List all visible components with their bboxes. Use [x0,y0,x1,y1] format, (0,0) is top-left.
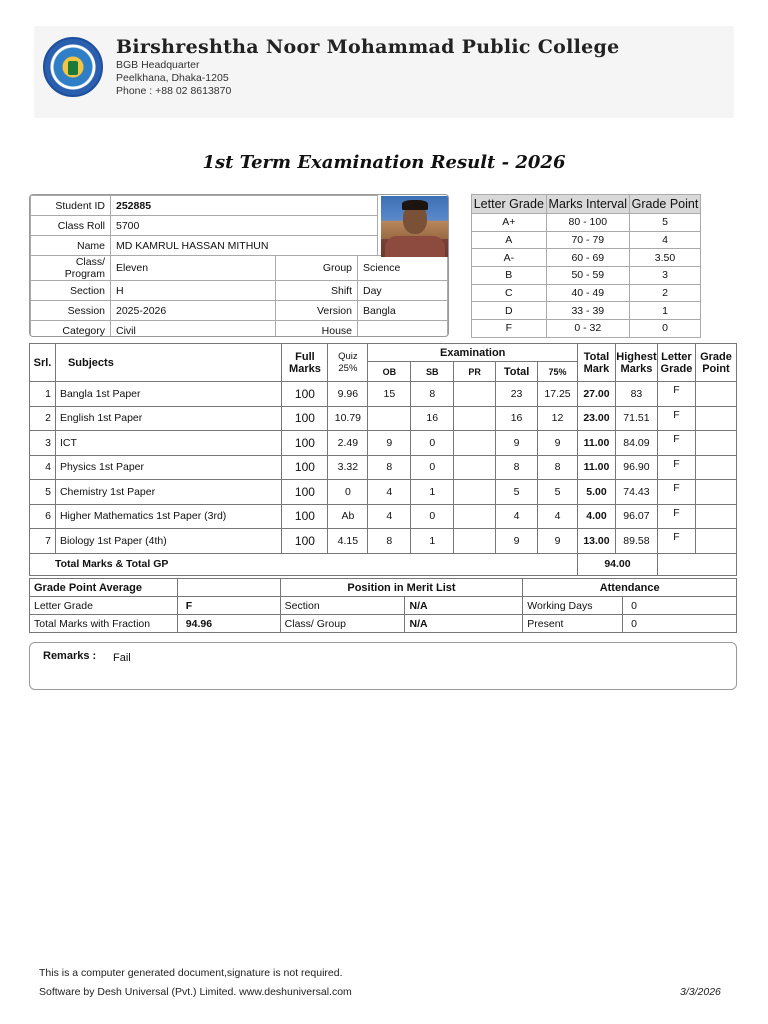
subject-cell: ICT [55,431,282,456]
total-mark-cell: 13.00 [578,529,616,554]
ob-cell: 15 [368,382,411,407]
ob-cell: 4 [368,480,411,505]
remarks-box [29,642,737,690]
highest-marks-cell: 84.09 [615,431,657,456]
fraction-value: 94.96 [177,615,280,633]
grade-point: 2 [629,284,700,302]
group-label: Group [276,256,358,281]
remarks-value: Fail [113,652,131,664]
srl-header: Srl. [30,344,56,382]
table-row [30,406,737,431]
section-label: Section [31,281,111,301]
pct75-cell: 9 [538,529,578,554]
working-days-label: Working Days [523,597,623,615]
present-label: Present [523,615,623,633]
subjects-header: Subjects [55,344,282,382]
full-marks-cell: 100 [282,529,328,554]
grade-scale-row [472,214,701,232]
working-days-value: 0 [623,597,737,615]
pct75-header: 75% [538,362,578,382]
ob-cell: 8 [368,455,411,480]
marks-table [29,343,737,576]
grade-scale-row [472,284,701,302]
grade-point-cell [695,431,736,456]
house [358,321,448,338]
class-roll: 5700 [111,216,378,236]
program: Eleven [111,256,276,281]
class-roll-label: Class Roll [31,216,111,236]
program-label: Class/ Program [31,256,111,281]
pr-cell [454,504,496,529]
grade-scale-header: Marks Interval [546,195,629,214]
grade-interval: 0 - 32 [546,320,629,338]
highest-marks-cell: 96.90 [615,455,657,480]
merit-header: Position in Merit List [280,579,523,597]
pr-cell [454,529,496,554]
full-marks-cell: 100 [282,382,328,407]
subject-cell: Chemistry 1st Paper [55,480,282,505]
total-marks-value: 94.00 [578,553,658,575]
grade-scale-row [472,320,701,338]
grade-point: 3.50 [629,249,700,267]
shift-label: Shift [276,281,358,301]
footer-note: This is a computer generated document,signature is not required. [39,967,343,979]
letter-grade-cell: F [657,504,695,529]
exam-total-cell: 9 [496,431,538,456]
address-line-2: Peelkhana, Dhaka-1205 [116,72,229,84]
pr-cell [454,431,496,456]
letter-grade-cell: F [657,406,695,431]
grade-scale-row [472,231,701,249]
exam-total-header: Total [496,362,538,382]
merit-section-value: N/A [405,597,523,615]
sb-cell: 8 [411,382,454,407]
shift: Day [358,281,448,301]
pr-header: PR [454,362,496,382]
highest-marks-cell: 71.51 [615,406,657,431]
student-photo [381,196,449,257]
address-line-1: BGB Headquarter [116,59,200,71]
exam-total-cell: 4 [496,504,538,529]
grade-point: 4 [629,231,700,249]
examination-header: Examination [368,344,578,362]
total-mark-cell: 5.00 [578,480,616,505]
full-marks-cell: 100 [282,480,328,505]
letter-grade-cell: F [657,455,695,480]
present-value: 0 [623,615,737,633]
quiz-cell: 3.32 [328,455,368,480]
full-marks-cell: 100 [282,504,328,529]
pr-cell [454,406,496,431]
grade-letter: D [472,302,547,320]
sb-cell: 0 [411,431,454,456]
quiz-cell: 9.96 [328,382,368,407]
table-row [30,382,737,407]
total-mark-cell: 23.00 [578,406,616,431]
highest-marks-cell: 96.07 [615,504,657,529]
sb-cell: 1 [411,529,454,554]
grade-interval: 80 - 100 [546,214,629,232]
category-label: Category [31,321,111,338]
total-mark-cell: 27.00 [578,382,616,407]
ob-cell [368,406,411,431]
grade-interval: 50 - 59 [546,267,629,285]
pct75-cell: 8 [538,455,578,480]
section: H [111,281,276,301]
total-mark-cell: 11.00 [578,455,616,480]
pr-cell [454,480,496,505]
srl-cell: 6 [30,504,56,529]
grade-scale-row [472,302,701,320]
letter-grade-cell: F [657,480,695,505]
pr-cell [454,382,496,407]
student-name: MD KAMRUL HASSAN MITHUN [111,236,378,256]
table-row [30,504,737,529]
srl-cell: 2 [30,406,56,431]
session: 2025-2026 [111,301,276,321]
merit-section-label: Section [280,597,405,615]
letter-grade-cell: F [657,431,695,456]
table-row [30,455,737,480]
full-marks-cell: 100 [282,406,328,431]
quiz-cell: 4.15 [328,529,368,554]
quiz-cell: 2.49 [328,431,368,456]
subject-cell: Higher Mathematics 1st Paper (3rd) [55,504,282,529]
letter-grade-cell: F [657,382,695,407]
full-marks-cell: 100 [282,431,328,456]
srl-cell: 5 [30,480,56,505]
grade-point: 1 [629,302,700,320]
table-row [30,431,737,456]
pct75-cell: 5 [538,480,578,505]
ob-cell: 4 [368,504,411,529]
total-mark-cell: 11.00 [578,431,616,456]
pct75-cell: 17.25 [538,382,578,407]
srl-cell: 7 [30,529,56,554]
footer-software: Software by Desh Universal (Pvt.) Limited. www.deshuniversal.com [39,986,352,998]
grade-scale-header: Letter Grade [472,195,547,214]
name-label: Name [31,236,111,256]
highest-marks-cell: 74.43 [615,480,657,505]
quiz-cell: Ab [328,504,368,529]
pct75-cell: 4 [538,504,578,529]
grade-point-cell [695,455,736,480]
exam-total-cell: 23 [496,382,538,407]
college-header [34,26,734,118]
total-marks-label: Total Marks & Total GP [30,553,578,575]
quiz-header: Quiz 25% [328,344,368,382]
grade-scale-row [472,249,701,267]
letter-grade-value: F [177,597,280,615]
ob-cell: 9 [368,431,411,456]
phone: Phone : +88 02 8613870 [116,85,232,97]
page-title: 1st Term Examination Result - 2026 [202,152,566,173]
subject-cell: Bangla 1st Paper [55,382,282,407]
group: Science [358,256,448,281]
summary-table [29,578,737,633]
pr-cell [454,455,496,480]
sb-cell: 0 [411,455,454,480]
grade-point-cell [695,504,736,529]
grade-interval: 70 - 79 [546,231,629,249]
grade-point-cell [695,406,736,431]
grade-point: 0 [629,320,700,338]
exam-total-cell: 16 [496,406,538,431]
grade-letter: B [472,267,547,285]
college-name: Birshreshtha Noor Mohammad Public College [116,36,620,58]
total-mark-cell: 4.00 [578,504,616,529]
letter-grade-header: Letter Grade [657,344,695,382]
letter-grade-label: Letter Grade [30,597,178,615]
grade-point-cell [695,382,736,407]
grade-letter: A- [472,249,547,267]
pct75-cell: 9 [538,431,578,456]
full-marks-header: Full Marks [282,344,328,382]
sb-cell: 1 [411,480,454,505]
srl-cell: 4 [30,455,56,480]
version: Bangla [358,301,448,321]
grade-letter: F [472,320,547,338]
highest-marks-cell: 83 [615,382,657,407]
version-label: Version [276,301,358,321]
grade-letter: A+ [472,214,547,232]
grade-point: 5 [629,214,700,232]
student-id-label: Student ID [31,196,111,216]
sb-cell: 0 [411,504,454,529]
grade-letter: A [472,231,547,249]
house-label: House [276,321,358,338]
grade-interval: 40 - 49 [546,284,629,302]
highest-marks-header: Highest Marks [615,344,657,382]
highest-marks-cell: 89.58 [615,529,657,554]
srl-cell: 3 [30,431,56,456]
grade-point-cell [695,480,736,505]
pct75-cell: 12 [538,406,578,431]
subject-cell: Physics 1st Paper [55,455,282,480]
remarks-label: Remarks : [43,650,97,662]
fraction-label: Total Marks with Fraction [30,615,178,633]
grade-interval: 33 - 39 [546,302,629,320]
grade-point-header: Grade Point [695,344,736,382]
category: Civil [111,321,276,338]
sb-header: SB [411,362,454,382]
ob-header: OB [368,362,411,382]
grade-scale-table [471,194,701,338]
grade-interval: 60 - 69 [546,249,629,267]
exam-total-cell: 8 [496,455,538,480]
table-row [30,480,737,505]
college-logo-icon [43,37,103,97]
subject-cell: English 1st Paper [55,406,282,431]
full-marks-cell: 100 [282,455,328,480]
student-id: 252885 [111,196,378,216]
footer-date: 3/3/2026 [680,986,721,998]
attendance-header: Attendance [523,579,737,597]
total-mark-header: Total Mark [578,344,616,382]
table-row [30,529,737,554]
srl-cell: 1 [30,382,56,407]
exam-total-cell: 9 [496,529,538,554]
quiz-cell: 0 [328,480,368,505]
session-label: Session [31,301,111,321]
subject-cell: Biology 1st Paper (4th) [55,529,282,554]
grade-letter: C [472,284,547,302]
sb-cell: 16 [411,406,454,431]
gpa-header: Grade Point Average [30,579,178,597]
exam-total-cell: 5 [496,480,538,505]
merit-group-value: N/A [405,615,523,633]
grade-scale-row [472,267,701,285]
grade-point: 3 [629,267,700,285]
quiz-cell: 10.79 [328,406,368,431]
student-info [29,194,449,337]
letter-grade-cell: F [657,529,695,554]
merit-group-label: Class/ Group [280,615,405,633]
ob-cell: 8 [368,529,411,554]
grade-scale-header: Grade Point [629,195,700,214]
grade-point-cell [695,529,736,554]
